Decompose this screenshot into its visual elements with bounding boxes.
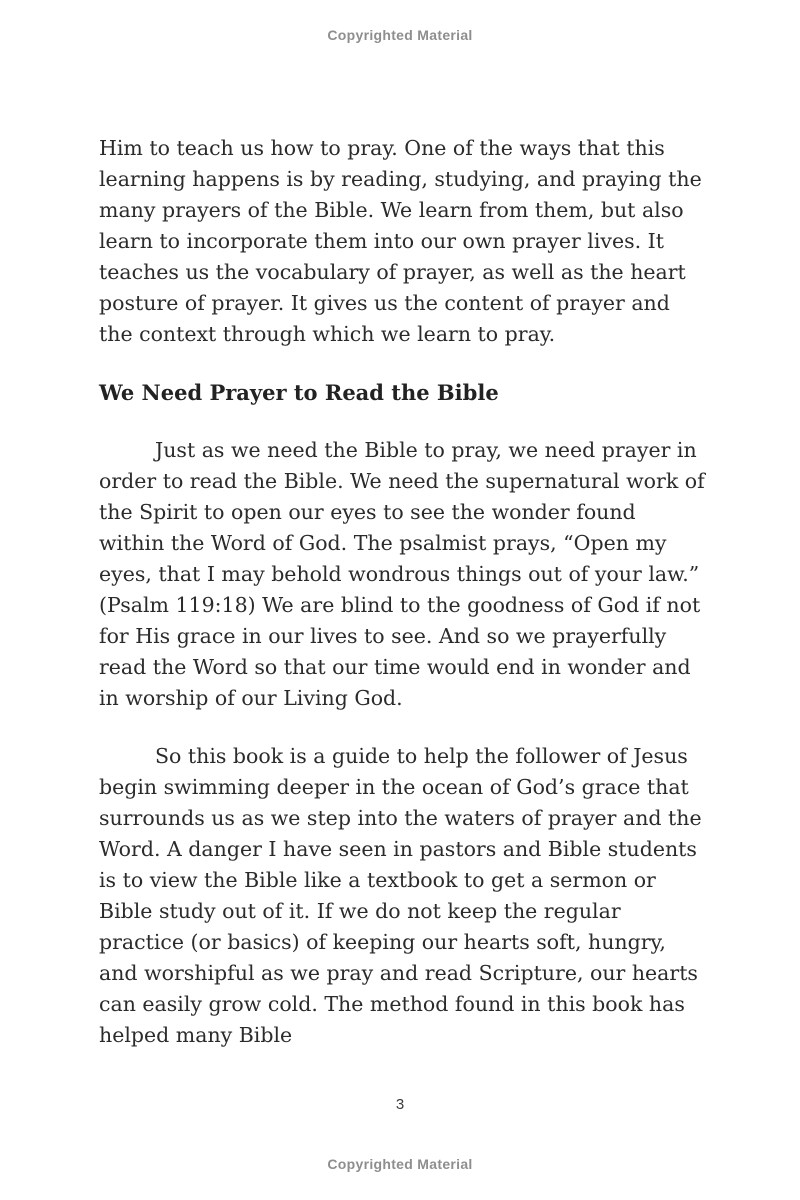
body-paragraph-2: Just as we need the Bible to pray, we need prayer in order to read the Bible. We need the supernatural work of the Spirit to open our eyes to see the wonder found within the Word of God. The psalmist prays, “Open my eyes, that I may behold wondrous things out of your law.” (Psalm 119:18) We are blind to the goodness of God if not for His grace in our lives to see. And so we prayerfully read the Word so that our time would end in wonder and in worship of our Living God.: [99, 438, 705, 710]
section-heading: We Need Prayer to Read the Bible: [99, 380, 499, 405]
page-number: 3: [395, 1096, 405, 1113]
body-paragraph-1: Him to teach us how to pray. One of the ways that this learning happens is by reading, studying, and praying the many prayers of the Bible. We learn from them, but also learn to incorporate them into our own prayer lives. It teaches us the vocabulary of prayer, as well as the heart posture of prayer. It gives us the content of prayer and the context through which we learn to pray.: [99, 136, 702, 346]
copyright-watermark-top: Copyrighted Material: [327, 27, 473, 43]
copyright-watermark-bottom: Copyrighted Material: [327, 1156, 473, 1172]
body-paragraph-3: So this book is a guide to help the follower of Jesus begin swimming deeper in the ocean of God’s grace that surrounds us as we step into the waters of prayer and the Word. A danger I have seen in pastors and Bible students is to view the Bible like a textbook to get a sermon or Bible study out of it. If we do not keep the regular practice (or basics) of keeping our hearts soft, hungry, and worshipful as we pray and read Scripture, our hearts can easily grow cold. The method found in this book has helped many Bible: [99, 744, 702, 1047]
page-body: [99, 133, 707, 1078]
